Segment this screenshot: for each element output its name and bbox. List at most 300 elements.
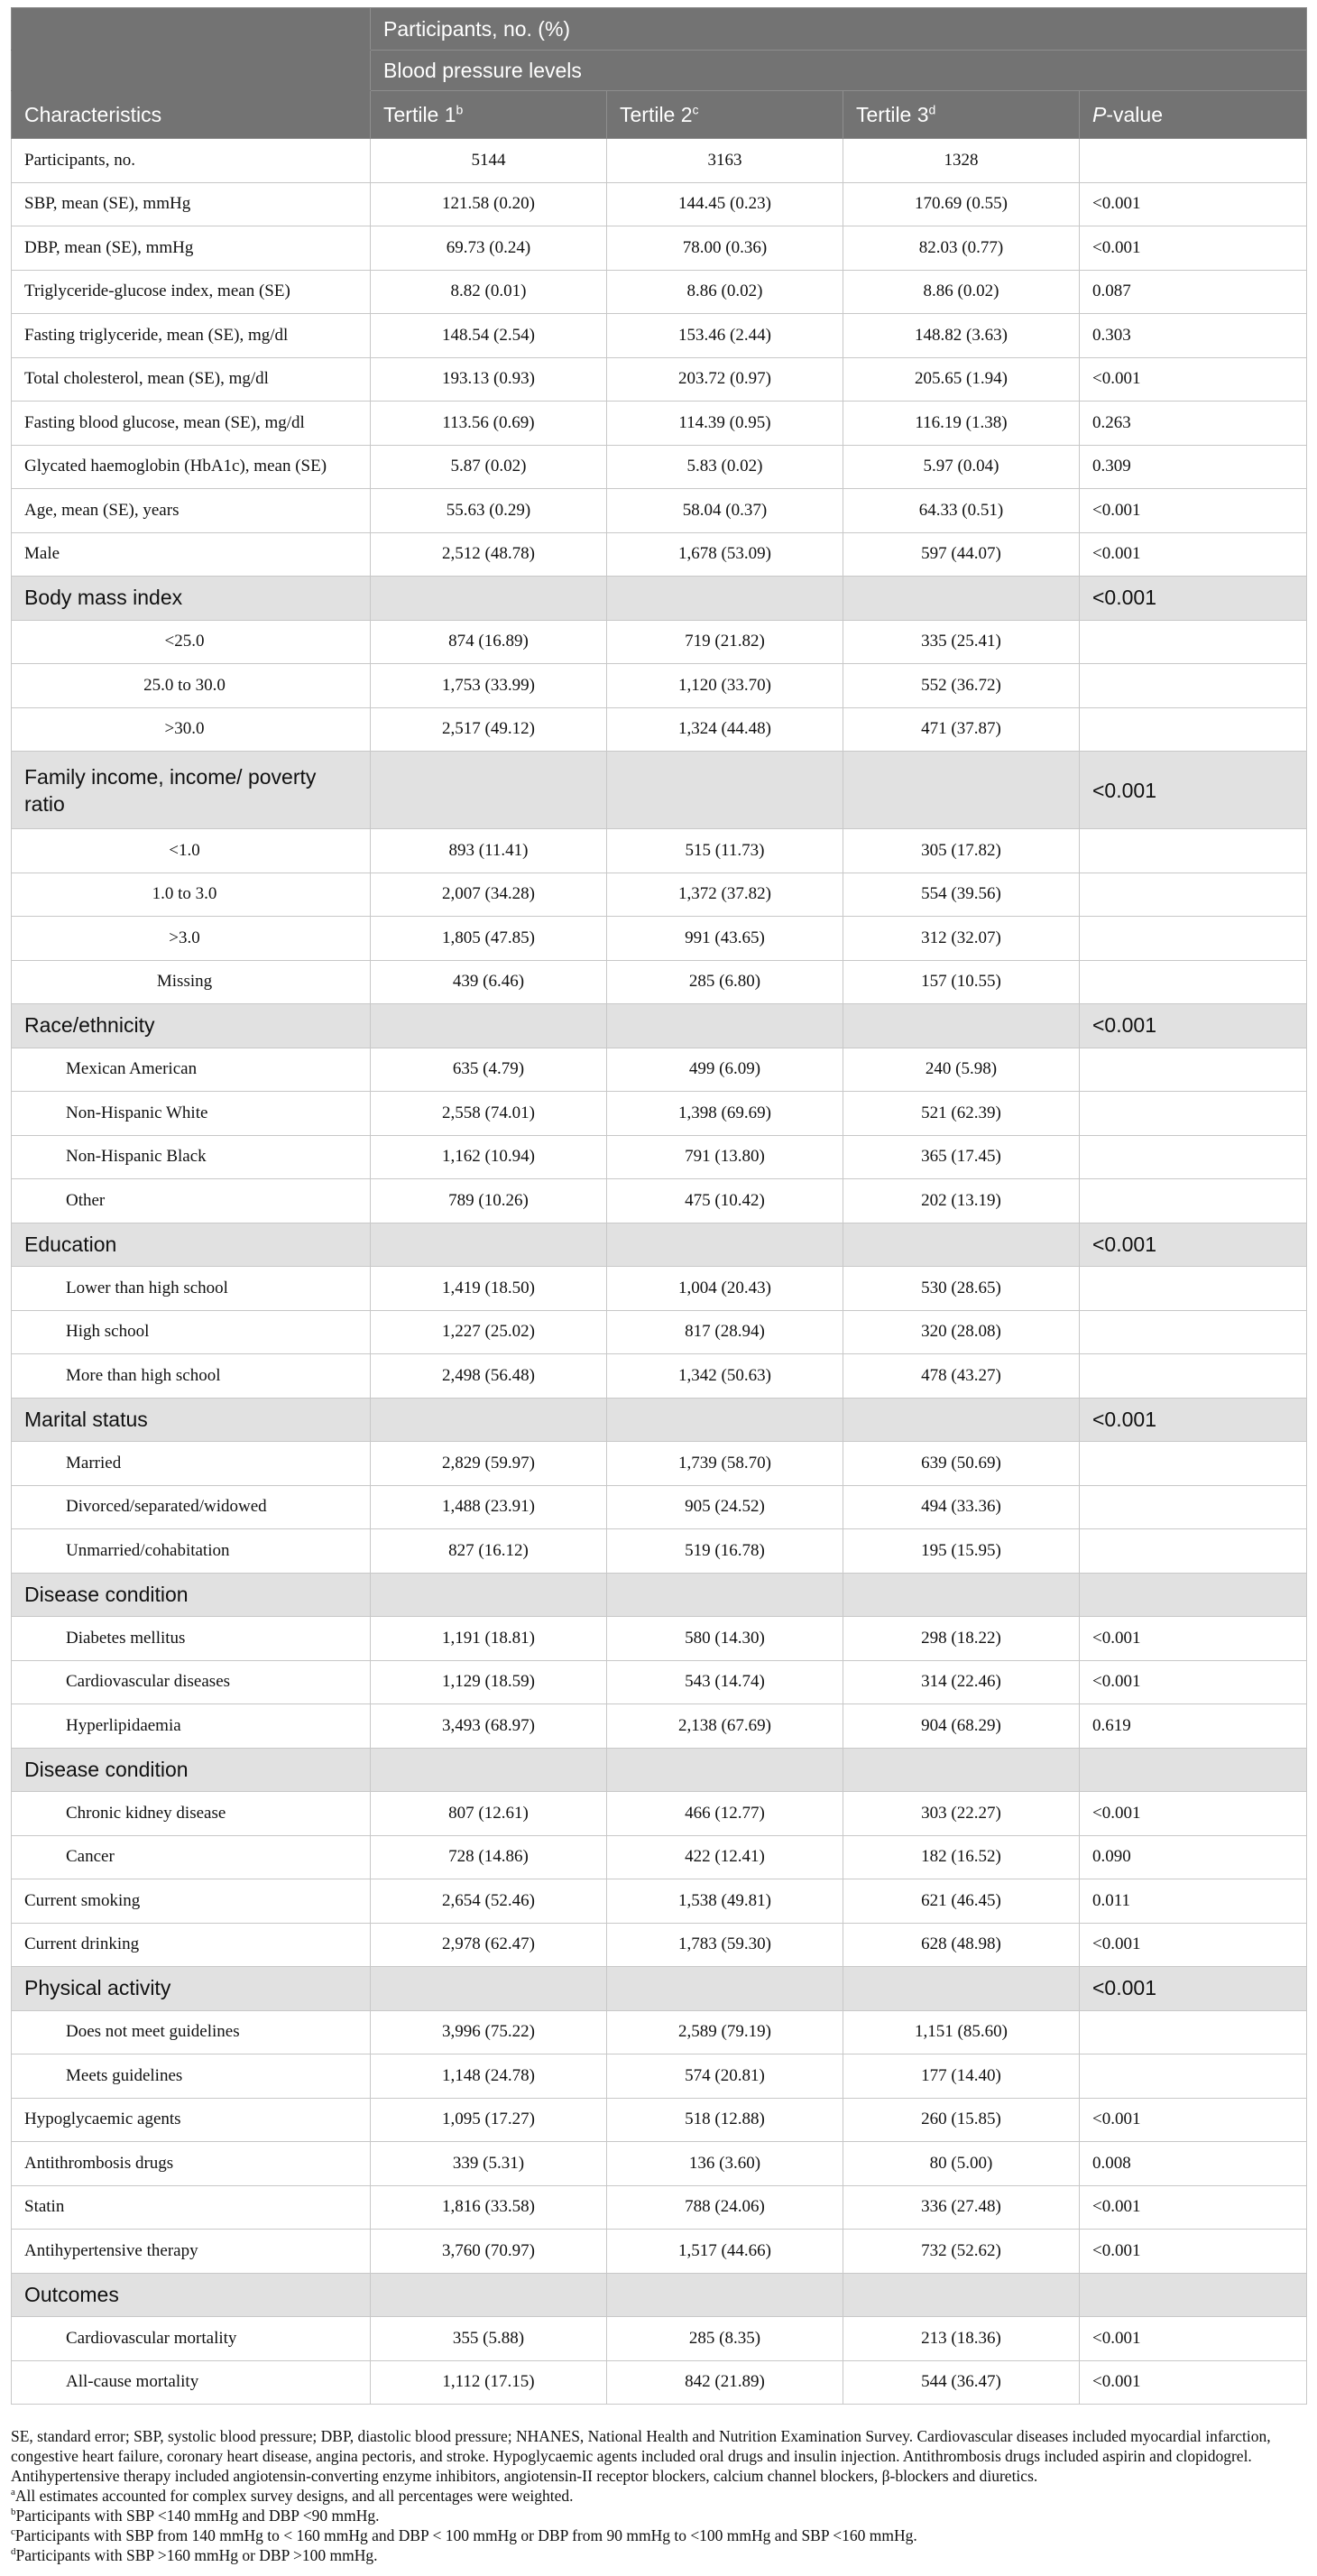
section-p-value: <0.001 [1080,1967,1307,2011]
row-label: Triglyceride-glucose index, mean (SE) [12,270,371,314]
tertile-3-value: 195 (15.95) [843,1529,1080,1574]
row-label: Missing [12,960,371,1004]
table-row [12,532,1307,577]
row-label: Fasting blood glucose, mean (SE), mg/dl [12,402,371,446]
p-value [1080,1354,1307,1399]
tertile-1-value: 807 (12.61) [371,1792,607,1836]
p-value: <0.001 [1080,2098,1307,2142]
tertile-2-value: 817 (28.94) [607,1310,843,1354]
tertile-3-value: 621 (46.45) [843,1879,1080,1924]
tertile-1-value: 2,512 (48.78) [371,532,607,577]
p-value [1080,917,1307,961]
participants-group-header: Participants, no. (%) [371,8,1307,51]
row-label: Chronic kidney disease [12,1792,371,1836]
section-empty-cell [843,1223,1080,1267]
tertile-1-value: 1,112 (17.15) [371,2360,607,2405]
p-value: <0.001 [1080,1792,1307,1836]
tertile-3-value: 8.86 (0.02) [843,270,1080,314]
header-row-group [12,8,1307,51]
tertile-1-value: 193.13 (0.93) [371,357,607,402]
p-value: <0.001 [1080,489,1307,533]
tertile-2-value: 1,678 (53.09) [607,532,843,577]
section-p-value: <0.001 [1080,1004,1307,1048]
section-empty-cell [607,1398,843,1442]
table-row [12,314,1307,358]
tertile-1-value: 1,148 (24.78) [371,2054,607,2099]
section-empty-cell [843,1967,1080,2011]
table-row [12,182,1307,226]
section-header-row [12,1398,1307,1442]
tertile-3-value: 298 (18.22) [843,1617,1080,1661]
section-p-value: <0.001 [1080,752,1307,829]
tertile-3-value: 260 (15.85) [843,2098,1080,2142]
tertile-3-value: 552 (36.72) [843,664,1080,708]
col-header-p-italic: P [1092,102,1107,126]
tertile-2-value: 515 (11.73) [607,829,843,873]
table-row [12,2185,1307,2230]
tertile-2-value: 2,589 (79.19) [607,2010,843,2054]
tertile-1-value: 3,996 (75.22) [371,2010,607,2054]
tertile-2-value: 1,783 (59.30) [607,1923,843,1967]
footnote-c-mark: c [11,2526,15,2538]
footnote-c [11,2525,1306,2545]
tertile-3-value: 240 (5.98) [843,1048,1080,1092]
row-label: 25.0 to 30.0 [12,664,371,708]
p-value: <0.001 [1080,1617,1307,1661]
table-row [12,1835,1307,1879]
blood-pressure-levels-header: Blood pressure levels [371,51,1307,91]
p-value: <0.001 [1080,1660,1307,1704]
tertile-3-value: 335 (25.41) [843,620,1080,664]
col-header-tertile-3-text: Tertile 3 [856,102,929,126]
section-empty-cell [843,1573,1080,1617]
footnote-a [11,2486,1306,2506]
tertile-1-value: 1,753 (33.99) [371,664,607,708]
table-row [12,707,1307,752]
p-value: 0.263 [1080,402,1307,446]
row-label: Married [12,1442,371,1486]
footnote-mark-d: d [928,101,936,116]
tertile-2-value: 543 (14.74) [607,1660,843,1704]
row-label: SBP, mean (SE), mmHg [12,182,371,226]
p-value: 0.303 [1080,314,1307,358]
table-row [12,620,1307,664]
tertile-2-value: 574 (20.81) [607,2054,843,2099]
row-label: >30.0 [12,707,371,752]
tertile-1-value: 874 (16.89) [371,620,607,664]
tertile-1-value: 728 (14.86) [371,1835,607,1879]
tertile-2-value: 422 (12.41) [607,1835,843,1879]
tertile-1-value: 1,162 (10.94) [371,1135,607,1179]
tertile-2-value: 1,324 (44.48) [607,707,843,752]
tertile-3-value: 336 (27.48) [843,2185,1080,2230]
footnote-d [11,2545,1306,2565]
row-label: Hyperlipidaemia [12,1704,371,1749]
tertile-2-value: 519 (16.78) [607,1529,843,1574]
tertile-1-value: 5144 [371,139,607,183]
p-value [1080,707,1307,752]
section-empty-cell [843,1398,1080,1442]
tertile-2-value: 8.86 (0.02) [607,270,843,314]
p-value [1080,1485,1307,1529]
table-row [12,139,1307,183]
tertile-2-value: 1,004 (20.43) [607,1267,843,1311]
tertile-1-value: 2,517 (49.12) [371,707,607,752]
row-label: More than high school [12,1354,371,1399]
tertile-2-value: 518 (12.88) [607,2098,843,2142]
section-label: Outcomes [12,2273,371,2317]
tertile-3-value: 554 (39.56) [843,873,1080,917]
p-value: 0.087 [1080,270,1307,314]
tertile-1-value: 1,805 (47.85) [371,917,607,961]
tertile-1-value: 789 (10.26) [371,1179,607,1223]
tertile-1-value: 1,419 (18.50) [371,1267,607,1311]
tertile-2-value: 1,538 (49.81) [607,1879,843,1924]
table-row [12,270,1307,314]
row-label: Age, mean (SE), years [12,489,371,533]
section-empty-cell [607,577,843,621]
row-label: Current smoking [12,1879,371,1924]
section-label: Physical activity [12,1967,371,2011]
p-value: <0.001 [1080,532,1307,577]
tertile-3-value: 639 (50.69) [843,1442,1080,1486]
tertile-2-value: 136 (3.60) [607,2142,843,2186]
tertile-3-value: 1,151 (85.60) [843,2010,1080,2054]
tertile-2-value: 499 (6.09) [607,1048,843,1092]
tertile-2-value: 285 (8.35) [607,2317,843,2361]
tertile-2-value: 1,120 (33.70) [607,664,843,708]
tertile-3-value: 205.65 (1.94) [843,357,1080,402]
tertile-1-value: 1,816 (33.58) [371,2185,607,2230]
tertile-3-value: 303 (22.27) [843,1792,1080,1836]
tertile-1-value: 3,760 (70.97) [371,2230,607,2274]
section-empty-cell [843,752,1080,829]
p-value [1080,1048,1307,1092]
section-header-row [12,1573,1307,1617]
tertile-1-value: 8.82 (0.01) [371,270,607,314]
section-header-row [12,752,1307,829]
tertile-2-value: 5.83 (0.02) [607,445,843,489]
tertile-3-value: 170.69 (0.55) [843,182,1080,226]
table-header [12,8,1307,139]
tertile-2-value: 991 (43.65) [607,917,843,961]
table-row [12,960,1307,1004]
row-label: 1.0 to 3.0 [12,873,371,917]
row-label: Hypoglycaemic agents [12,2098,371,2142]
footnote-b [11,2506,1306,2525]
p-value: 0.309 [1080,445,1307,489]
table-row [12,664,1307,708]
tertile-3-value: 732 (52.62) [843,2230,1080,2274]
table-row [12,829,1307,873]
p-value [1080,1135,1307,1179]
tertile-2-value: 203.72 (0.97) [607,357,843,402]
row-label: Meets guidelines [12,2054,371,2099]
table-row [12,1048,1307,1092]
table-row [12,2230,1307,2274]
footnote-d-text: Participants with SBP >160 mmHg or DBP >100 mmHg. [15,2546,378,2564]
table-row [12,2010,1307,2054]
section-header-row [12,2273,1307,2317]
row-label: Non-Hispanic White [12,1092,371,1136]
tertile-3-value: 116.19 (1.38) [843,402,1080,446]
tertile-2-value: 1,398 (69.69) [607,1092,843,1136]
tertile-1-value: 148.54 (2.54) [371,314,607,358]
tertile-3-value: 148.82 (3.63) [843,314,1080,358]
tertile-3-value: 5.97 (0.04) [843,445,1080,489]
tertile-1-value: 355 (5.88) [371,2317,607,2361]
col-header-tertile-1-text: Tertile 1 [383,102,456,126]
tertile-1-value: 3,493 (68.97) [371,1704,607,1749]
row-label: Lower than high school [12,1267,371,1311]
p-value: <0.001 [1080,1923,1307,1967]
table-footnotes [11,2426,1306,2565]
section-empty-cell [371,2273,607,2317]
row-label: DBP, mean (SE), mmHg [12,226,371,271]
tertile-2-value: 78.00 (0.36) [607,226,843,271]
tertile-3-value: 177 (14.40) [843,2054,1080,2099]
tertile-2-value: 2,138 (67.69) [607,1704,843,1749]
tertile-1-value: 2,498 (56.48) [371,1354,607,1399]
tertile-3-value: 182 (16.52) [843,1835,1080,1879]
row-label: Cancer [12,1835,371,1879]
tertile-1-value: 55.63 (0.29) [371,489,607,533]
tertile-1-value: 113.56 (0.69) [371,402,607,446]
section-empty-cell [371,1223,607,1267]
section-empty-cell [607,1004,843,1048]
tertile-1-value: 69.73 (0.24) [371,226,607,271]
row-label: <1.0 [12,829,371,873]
tertile-2-value: 114.39 (0.95) [607,402,843,446]
p-value: 0.619 [1080,1704,1307,1749]
table-row [12,1179,1307,1223]
tertile-1-value: 5.87 (0.02) [371,445,607,489]
p-value: <0.001 [1080,2185,1307,2230]
row-label: Statin [12,2185,371,2230]
table-row [12,917,1307,961]
tertile-2-value: 3163 [607,139,843,183]
p-value: <0.001 [1080,2317,1307,2361]
p-value [1080,2010,1307,2054]
p-value: <0.001 [1080,2360,1307,2405]
section-empty-cell [843,1748,1080,1792]
table-row [12,2098,1307,2142]
section-empty-cell [371,1004,607,1048]
header-blank-cell [12,8,371,51]
tertile-3-value: 478 (43.27) [843,1354,1080,1399]
section-empty-cell [371,577,607,621]
tertile-1-value: 2,654 (52.46) [371,1879,607,1924]
table-row [12,1135,1307,1179]
table-row [12,1310,1307,1354]
tertile-2-value: 788 (24.06) [607,2185,843,2230]
tertile-2-value: 58.04 (0.37) [607,489,843,533]
section-p-value [1080,1748,1307,1792]
p-value: <0.001 [1080,2230,1307,2274]
tertile-2-value: 719 (21.82) [607,620,843,664]
tertile-3-value: 904 (68.29) [843,1704,1080,1749]
tertile-1-value: 339 (5.31) [371,2142,607,2186]
table-row [12,1879,1307,1924]
row-label: Male [12,532,371,577]
col-header-characteristics-text: Characteristics [24,102,162,126]
section-label: Disease condition [12,1573,371,1617]
table-row [12,873,1307,917]
section-p-value: <0.001 [1080,1398,1307,1442]
p-value [1080,664,1307,708]
footnote-mark-c: c [692,101,699,116]
section-p-value [1080,1573,1307,1617]
p-value: <0.001 [1080,357,1307,402]
tertile-1-value: 2,978 (62.47) [371,1923,607,1967]
footnote-b-text: Participants with SBP <140 mmHg and DBP <90 mmHg. [15,2507,380,2525]
section-label: Education [12,1223,371,1267]
section-empty-cell [371,1573,607,1617]
footnote-abbreviations: SE, standard error; SBP, systolic blood pressure; DBP, diastolic blood pressure; NHANES, National Health and Nutrition Examination Survey. Cardiovascular diseases included myocardial infarction, congestive heart failure, coronary heart disease, angina pectoris, and stroke. Hypoglycaemic agents included oral drugs and insulin injection. Antithrombosis drugs included aspirin and clopidogrel. Antihypertensive therapy included angiotensin-converting enzyme inhibitors, angiotensin-II receptor blockers, calcium channel blockers, β-blockers and diuretics. [11,2427,1271,2485]
p-value: 0.008 [1080,2142,1307,2186]
row-label: Current drinking [12,1923,371,1967]
row-label: Unmarried/cohabitation [12,1529,371,1574]
col-header-tertile-1 [371,91,607,139]
section-empty-cell [371,1748,607,1792]
table-row [12,2054,1307,2099]
tertile-2-value: 144.45 (0.23) [607,182,843,226]
tertile-3-value: 628 (48.98) [843,1923,1080,1967]
p-value: <0.001 [1080,226,1307,271]
footnote-c-text: Participants with SBP from 140 mmHg to < 160 mmHg and DBP < 100 mmHg or DBP from 90 mmHg to <100 mmHg and SBP <160 mmHg. [14,2526,917,2544]
tertile-3-value: 494 (33.36) [843,1485,1080,1529]
section-empty-cell [843,577,1080,621]
tertile-1-value: 121.58 (0.20) [371,182,607,226]
section-p-value: <0.001 [1080,1223,1307,1267]
section-empty-cell [607,752,843,829]
section-empty-cell [607,1573,843,1617]
tertile-1-value: 1,227 (25.02) [371,1310,607,1354]
footnote-d-mark: d [11,2546,16,2558]
section-empty-cell [843,2273,1080,2317]
tertile-2-value: 1,517 (44.66) [607,2230,843,2274]
row-label: >3.0 [12,917,371,961]
row-label: Fasting triglyceride, mean (SE), mg/dl [12,314,371,358]
tertile-3-value: 314 (22.46) [843,1660,1080,1704]
tertile-2-value: 466 (12.77) [607,1792,843,1836]
tertile-1-value: 1,488 (23.91) [371,1485,607,1529]
section-empty-cell [371,752,607,829]
table-row [12,1923,1307,1967]
table-row [12,1529,1307,1574]
table-row [12,489,1307,533]
table-page [11,7,1306,2565]
tertile-3-value: 320 (28.08) [843,1310,1080,1354]
row-label: Diabetes mellitus [12,1617,371,1661]
tertile-3-value: 312 (32.07) [843,917,1080,961]
section-label: Race/ethnicity [12,1004,371,1048]
p-value [1080,620,1307,664]
tertile-1-value: 2,829 (59.97) [371,1442,607,1486]
row-label: Antithrombosis drugs [12,2142,371,2186]
row-label: Divorced/separated/widowed [12,1485,371,1529]
footnote-a-mark: a [11,2487,15,2498]
p-value: 0.011 [1080,1879,1307,1924]
section-empty-cell [607,1967,843,2011]
section-p-value [1080,2273,1307,2317]
col-header-tertile-2 [607,91,843,139]
tertile-3-value: 544 (36.47) [843,2360,1080,2405]
tertile-1-value: 827 (16.12) [371,1529,607,1574]
row-label: <25.0 [12,620,371,664]
section-header-row [12,1004,1307,1048]
row-label: Participants, no. [12,139,371,183]
section-label: Disease condition [12,1748,371,1792]
table-row [12,2360,1307,2405]
col-header-tertile-2-text: Tertile 2 [620,102,693,126]
table-row [12,1792,1307,1836]
tertile-3-value: 64.33 (0.51) [843,489,1080,533]
table-row [12,1354,1307,1399]
table-body [12,139,1307,2405]
col-header-characteristics [12,91,371,139]
p-value [1080,1092,1307,1136]
tertile-3-value: 530 (28.65) [843,1267,1080,1311]
tertile-2-value: 791 (13.80) [607,1135,843,1179]
table-row [12,402,1307,446]
tertile-3-value: 597 (44.07) [843,532,1080,577]
row-label: High school [12,1310,371,1354]
p-value [1080,2054,1307,2099]
section-label: Marital status [12,1398,371,1442]
tertile-3-value: 157 (10.55) [843,960,1080,1004]
header-row-sub [12,51,1307,91]
section-empty-cell [371,1398,607,1442]
table-row [12,1267,1307,1311]
p-value [1080,873,1307,917]
col-header-tertile-3 [843,91,1080,139]
tertile-1-value: 2,558 (74.01) [371,1092,607,1136]
p-value [1080,960,1307,1004]
section-header-row [12,1748,1307,1792]
tertile-2-value: 1,342 (50.63) [607,1354,843,1399]
row-label: Other [12,1179,371,1223]
row-label: Does not meet guidelines [12,2010,371,2054]
tertile-2-value: 905 (24.52) [607,1485,843,1529]
footnote-b-mark: b [11,2507,16,2518]
tertile-3-value: 82.03 (0.77) [843,226,1080,271]
col-header-p-value [1080,91,1307,139]
p-value [1080,139,1307,183]
footnote-mark-b: b [456,101,464,116]
table-row [12,1704,1307,1749]
table-row [12,226,1307,271]
tertile-1-value: 1,191 (18.81) [371,1617,607,1661]
table-row [12,1442,1307,1486]
section-p-value: <0.001 [1080,577,1307,621]
p-value [1080,1310,1307,1354]
tertile-1-value: 1,095 (17.27) [371,2098,607,2142]
tertile-3-value: 305 (17.82) [843,829,1080,873]
tertile-1-value: 439 (6.46) [371,960,607,1004]
row-label: Cardiovascular mortality [12,2317,371,2361]
tertile-2-value: 285 (6.80) [607,960,843,1004]
row-label: Antihypertensive therapy [12,2230,371,2274]
p-value: <0.001 [1080,182,1307,226]
table-row [12,357,1307,402]
p-value [1080,829,1307,873]
baseline-characteristics-table [11,7,1307,2405]
header-blank-cell [12,51,371,91]
tertile-3-value: 365 (17.45) [843,1135,1080,1179]
tertile-1-value: 2,007 (34.28) [371,873,607,917]
table-row [12,2142,1307,2186]
